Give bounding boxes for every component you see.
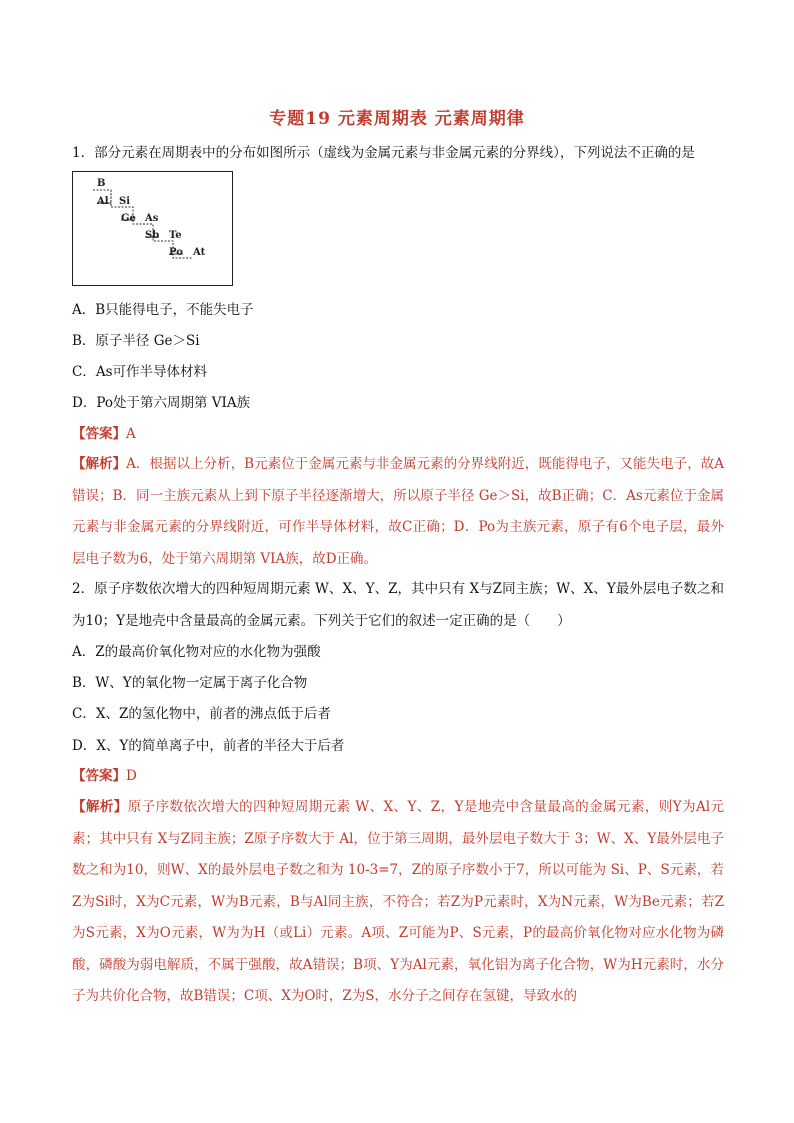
q2-option-c: C．X、Z的氢化物中，前者的沸点低于后者 bbox=[72, 706, 331, 722]
element-At: At bbox=[193, 247, 206, 258]
q2-option-d: D．X、Y的简单离子中，前者的半径大于后者 bbox=[72, 738, 345, 754]
element-B: B bbox=[97, 178, 106, 189]
element-Po: Po bbox=[169, 247, 183, 258]
q1-option-a: A．B只能得电子，不能失电子 bbox=[72, 302, 254, 318]
q2-analysis-label: 【解析】 bbox=[72, 799, 128, 815]
periodic-table-diagram bbox=[73, 172, 234, 287]
element-Al: Al bbox=[97, 196, 109, 207]
q1-analysis-text: A．根据以上分析，B元素位于金属元素与非金属元素的分界线附近，既能得电子，又能失电子，故A错误；B．同一主族元素从上到下原子半径逐渐增大，所以原子半径 Ge＞Si，故B正确；C．As元素位于金属元素与非金属元素的分界线附近，可作半导体材料，故C正确；D．Po为主族元素，原子有6个电子层，最外层电子数为6，处于第六周期第 VIA族，故D正确。 bbox=[72, 456, 725, 567]
q2-analysis-text: 原子序数依次增大的四种短周期元素 W、X、Y、Z，Y是地壳中含量最高的金属元素，则Y为Al元素；其中只有 X与Z同主族；Z原子序数大于 Al，位于第三周期，最外层电子数大于 3；W、X、Y最外层电子数之和为10，则W、X的最外层电子数之和为 10-3=7，Z的原子序数小于7，所以可能为 Si、P、S元素，若Z为Si时，X为C元素，W为B元素，B与Al同主族，不符合；若Z为P元素时，X为N元素，W为Be元素；若Z为S元素，X为O元素，W为为H（或Li）元素。A项、Z可能为P、S元素，P的最高价氧化物对应水化物为磷酸，磷酸为弱电解质，不属于强酸，故A错误；B项、Y为Al元素，氧化铝为离子化合物，W为H元素时，水分子为共价化合物，故B错误；C项、X为O时，Z为S，水分子之间存在氢键，导致水的 bbox=[72, 799, 724, 1004]
q2-option-b: B．W、Y的氧化物一定属于离子化合物 bbox=[72, 675, 308, 691]
element-Sb: Sb bbox=[145, 230, 160, 241]
element-Te: Te bbox=[169, 230, 182, 241]
q1-answer-label: 【答案】 bbox=[72, 426, 126, 442]
q1-option-c: C．As可作半导体材料 bbox=[72, 364, 208, 380]
q2-option-a: A．Z的最高价氧化物对应的水化物为强酸 bbox=[72, 644, 321, 660]
q1-analysis-label: 【解析】 bbox=[72, 456, 127, 472]
question-2-stem: 2．原子序数依次增大的四种短周期元素 W、X、Y、Z，其中只有 X与Z同主族；W、X、Y最外层电子数之和为10；Y是地壳中含量最高的金属元素。下列关于它们的叙述一定正确的是（ ） bbox=[72, 581, 724, 629]
q1-option-d: D．Po处于第六周期第 VIA族 bbox=[72, 395, 251, 411]
q2-answer-label: 【答案】 bbox=[72, 768, 126, 784]
q2-analysis bbox=[72, 792, 724, 1013]
q1-answer bbox=[72, 424, 732, 444]
question-1-stem: 1．部分元素在周期表中的分布如图所示（虚线为金属元素与非金属元素的分界线），下列说法不正确的是 bbox=[72, 145, 695, 161]
element-Ge: Ge bbox=[121, 213, 136, 224]
periodic-table-figure bbox=[72, 171, 233, 286]
q2-answer bbox=[72, 766, 732, 786]
q1-answer-value: A bbox=[126, 426, 136, 442]
q1-option-b: B．原子半径 Ge＞Si bbox=[72, 333, 200, 349]
page-title: 专题19 元素周期表 元素周期律 bbox=[269, 109, 525, 129]
q1-analysis bbox=[72, 449, 724, 575]
q2-answer-value: D bbox=[126, 768, 137, 784]
element-As: As bbox=[145, 213, 159, 224]
element-Si: Si bbox=[119, 196, 131, 207]
